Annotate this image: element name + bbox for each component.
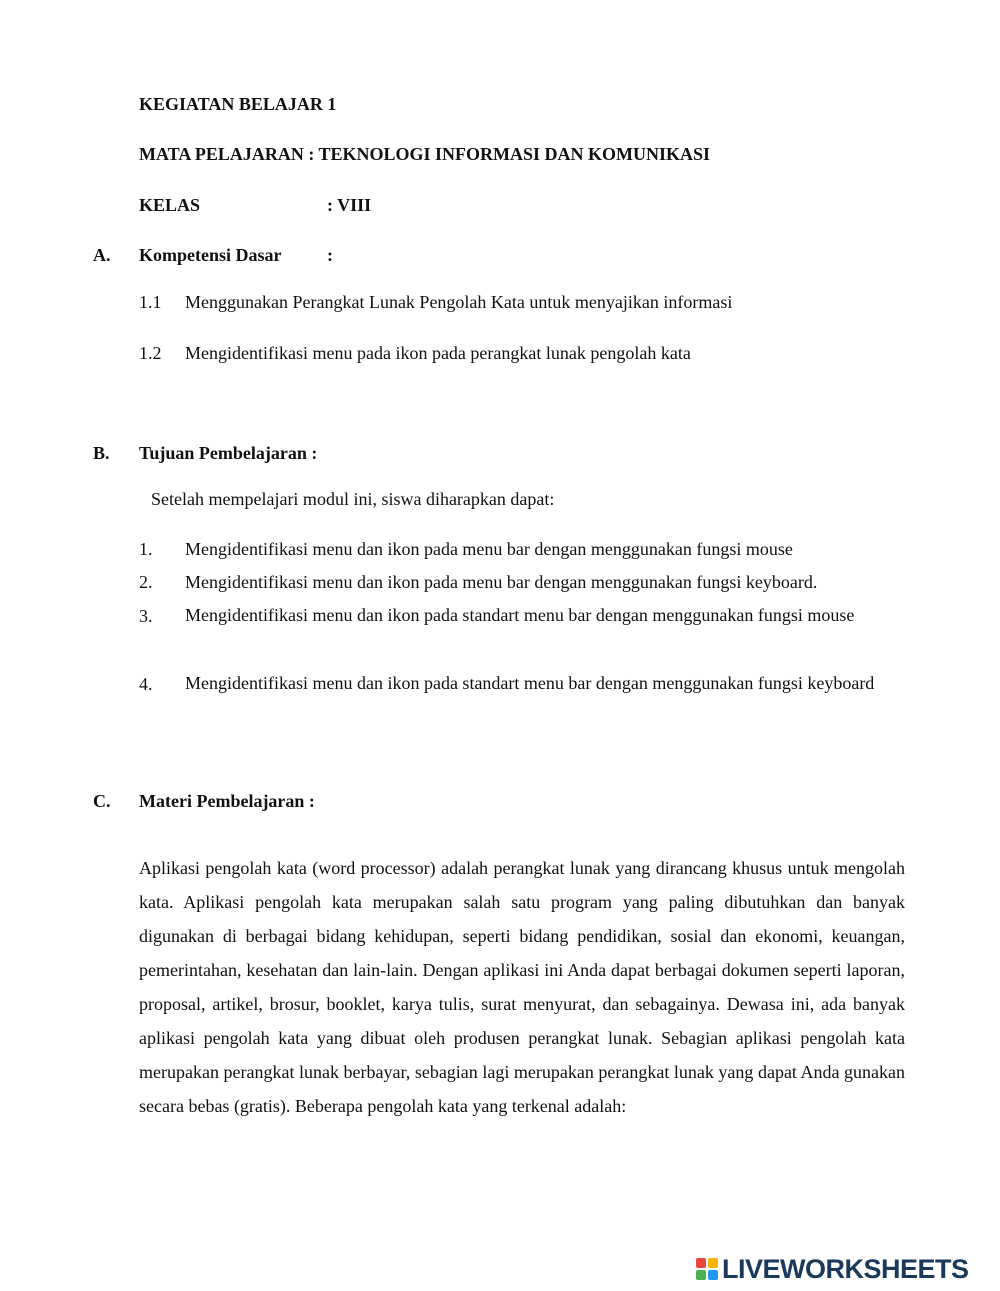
section-a-colon: : (327, 245, 333, 265)
objective-text: Mengidentifikasi menu dan ikon pada standart menu bar dengan menggunakan fungsi keyboard (185, 673, 875, 693)
activity-heading: KEGIATAN BELAJAR 1 (139, 94, 337, 114)
section-c-title: Materi Pembelajaran : (139, 791, 315, 811)
competency-text: Menggunakan Perangkat Lunak Pengolah Kata untuk menyajikan informasi (185, 292, 733, 312)
competency-number: 1.2 (139, 343, 162, 363)
liveworksheets-wordmark: LIVEWORKSHEETS (722, 1253, 969, 1284)
objective-number: 3. (139, 606, 153, 626)
objective-number: 1. (139, 539, 153, 559)
class-label: KELAS (139, 195, 201, 215)
liveworksheets-logo-icon (696, 1258, 718, 1280)
liveworksheets-logo (696, 1252, 996, 1286)
objective-number: 2. (139, 572, 153, 592)
section-c-marker: C. (93, 791, 111, 811)
subject-heading: MATA PELAJARAN : TEKNOLOGI INFORMASI DAN KOMUNIKASI (139, 144, 711, 164)
section-a-title: Kompetensi Dasar (139, 245, 282, 265)
section-b-marker: B. (93, 443, 110, 463)
class-value: : VIII (327, 195, 372, 215)
objective-number: 4. (139, 674, 153, 694)
objective-text: Mengidentifikasi menu dan ikon pada menu bar dengan menggunakan fungsi keyboard. (185, 572, 818, 592)
competency-number: 1.1 (139, 292, 162, 312)
material-paragraph: Aplikasi pengolah kata (word processor) adalah perangkat lunak yang dirancang khusus untuk mengolah kata. Aplikasi pengolah kata merupakan salah satu program yang paling dibutuhkan dan banyak digunakan di berbagai bidang kehidupan, seperti bidang pendidikan, sosial dan ekonomi, keuangan, pemerintahan, kesehatan dan lain-lain. Dengan aplikasi ini Anda dapat berbagai dokumen seperti laporan, proposal, artikel, brosur, booklet, karya tulis, surat menyurat, dan sebagainya. Dewasa ini, ada banyak aplikasi pengolah kata yang dibuat oleh produsen perangkat lunak. Sebagian aplikasi pengolah kata merupakan perangkat lunak berbayar, sebagian lagi merupakan perangkat lunak yang dapat Anda gunakan secara bebas (gratis). Beberapa pengolah kata yang terkenal adalah: (139, 858, 905, 1116)
section-b-title: Tujuan Pembelajaran : (139, 443, 318, 463)
section-b-intro: Setelah mempelajari modul ini, siswa diharapkan dapat: (151, 489, 555, 509)
objective-text: Mengidentifikasi menu dan ikon pada menu bar dengan menggunakan fungsi mouse (185, 539, 793, 559)
objective-text: Mengidentifikasi menu dan ikon pada standart menu bar dengan menggunakan fungsi mouse (185, 605, 855, 625)
competency-text: Mengidentifikasi menu pada ikon pada perangkat lunak pengolah kata (185, 343, 691, 363)
section-a-marker: A. (93, 245, 111, 265)
